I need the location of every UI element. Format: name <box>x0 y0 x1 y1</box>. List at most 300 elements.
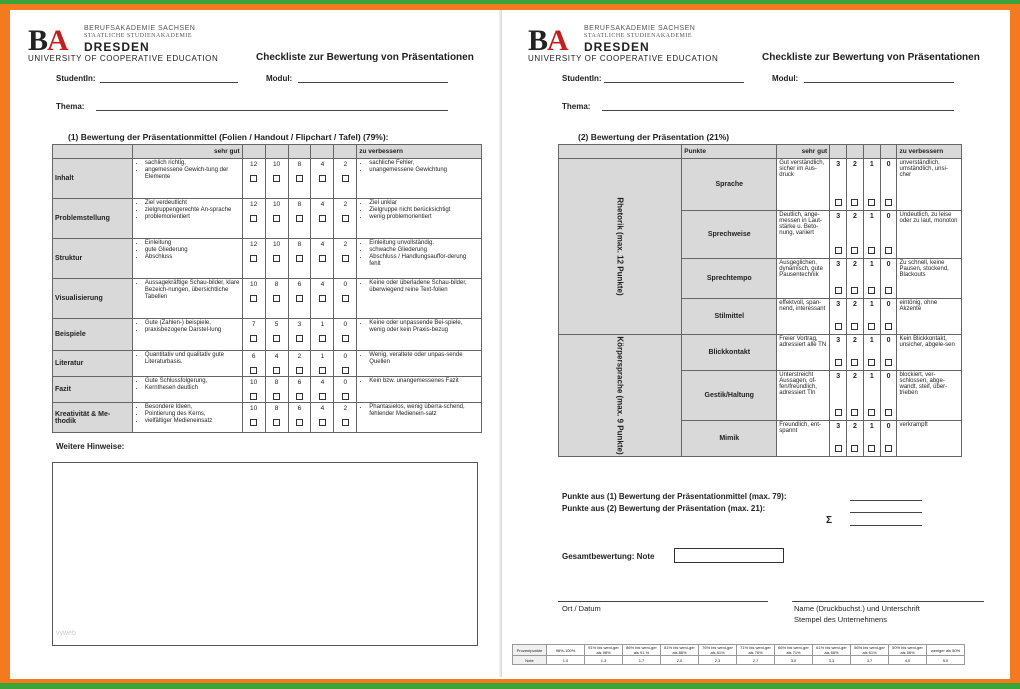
score-checkbox[interactable] <box>342 175 349 182</box>
score-checkbox[interactable] <box>273 255 280 262</box>
score-cell <box>265 403 288 433</box>
score-cell <box>830 211 847 259</box>
score-value: 3 <box>836 337 841 344</box>
score-checkbox[interactable] <box>835 247 842 254</box>
score-checkbox[interactable] <box>319 393 326 400</box>
bad-item: • sachliche Fehler, <box>369 160 479 167</box>
table-header-row <box>559 145 962 159</box>
good-item: • Gute Schlussfolgerung, <box>145 378 240 385</box>
criterion-label: Beispiele <box>53 319 133 351</box>
good-list <box>135 378 240 392</box>
score-value: 3 <box>836 423 841 430</box>
criterion-good <box>132 403 242 433</box>
score-value: 1 <box>869 213 874 220</box>
criterion-bad <box>357 279 482 319</box>
score-cell <box>311 319 334 351</box>
score-checkbox[interactable] <box>868 445 875 452</box>
score-cell <box>334 159 357 199</box>
score-value: 4 <box>320 281 325 288</box>
scale-cell: 61% bis weni-ger als 66% <box>813 645 851 656</box>
group-label <box>559 335 682 457</box>
score-value: 1 <box>320 321 325 328</box>
score-value: 4 <box>320 405 325 412</box>
score-cell <box>311 279 334 319</box>
scale-cell: 1,3 <box>585 656 623 665</box>
score-value: 6 <box>297 281 302 288</box>
score-cell <box>265 377 288 403</box>
score-checkbox[interactable] <box>885 199 892 206</box>
sum-2-input[interactable] <box>850 512 922 513</box>
signature-label: Name (Druckbuchst.) und Unterschrift <box>794 604 920 613</box>
score-value: 8 <box>297 161 302 168</box>
thema-label: Thema: <box>56 102 85 111</box>
score-checkbox[interactable] <box>342 295 349 302</box>
bad-item: • Abschluss / Handlungsauffor-derung fehlt <box>369 254 479 268</box>
modul-input[interactable] <box>804 82 954 83</box>
score-checkbox[interactable] <box>273 295 280 302</box>
sum-1-input[interactable] <box>850 500 922 501</box>
score-value: 2 <box>343 405 348 412</box>
score-checkbox[interactable] <box>319 255 326 262</box>
score-checkbox[interactable] <box>319 295 326 302</box>
score-value: 0 <box>886 301 891 308</box>
head-improve: zu verbessern <box>357 145 482 159</box>
criterion-good <box>132 377 242 403</box>
score-cell <box>311 199 334 239</box>
score-checkbox[interactable] <box>851 409 858 416</box>
score-checkbox[interactable] <box>885 409 892 416</box>
score-cell <box>880 299 897 335</box>
scale-cell: 81% bis weni-ger als 86% <box>661 645 699 656</box>
score-checkbox[interactable] <box>273 335 280 342</box>
score-value: 2 <box>343 161 348 168</box>
score-value: 2 <box>343 241 348 248</box>
score-cell <box>288 199 311 239</box>
score-checkbox[interactable] <box>835 409 842 416</box>
presentation-media-table <box>52 144 482 433</box>
score-checkbox[interactable] <box>342 335 349 342</box>
criterion-label: Sprache <box>682 159 777 211</box>
section-1-title: (1) Bewertung der Präsentationmittel (Folien / Handout / Flipchart / Tafel) (79%): <box>68 132 389 142</box>
bad-item: • wenig problemorientiert <box>369 214 479 221</box>
score-value: 2 <box>853 301 857 308</box>
logo-line-2: STAATLICHE STUDIENAKADEMIE <box>84 33 193 39</box>
score-checkbox[interactable] <box>885 323 892 330</box>
score-checkbox[interactable] <box>250 419 257 426</box>
score-cell <box>311 159 334 199</box>
score-checkbox[interactable] <box>835 359 842 366</box>
bad-list <box>359 240 479 268</box>
score-value: 10 <box>250 405 258 412</box>
bad-list <box>359 280 479 294</box>
score-checkbox[interactable] <box>868 247 875 254</box>
scale-cell: 2,0 <box>661 656 699 665</box>
criterion-good: effektvoll, span-nend, interessant <box>777 299 830 335</box>
sum-total-input[interactable] <box>850 525 922 526</box>
score-cell <box>847 421 864 457</box>
score-checkbox[interactable] <box>250 335 257 342</box>
score-cell <box>880 259 897 299</box>
table-row <box>53 279 482 319</box>
score-value: 0 <box>886 337 891 344</box>
criterion-bad <box>357 351 482 377</box>
scale-cell: 5,0 <box>927 656 965 665</box>
score-checkbox[interactable] <box>835 323 842 330</box>
score-cell <box>242 377 265 403</box>
bad-item: • Einleitung unvollständig. <box>369 240 479 247</box>
score-cell <box>863 335 880 371</box>
score-value: 3 <box>297 321 302 328</box>
good-item: • Quantitativ und qualitativ gute Literaturbasis. <box>145 352 240 366</box>
scale-row <box>513 656 965 665</box>
good-item: • Gute (Zahlen-) beispiele, <box>145 320 240 327</box>
bad-list <box>359 160 479 174</box>
thema-label: Thema: <box>562 102 591 111</box>
criterion-label: Visualisierung <box>53 279 133 319</box>
score-checkbox[interactable] <box>319 367 326 374</box>
criterion-bad: Kein Blickkontakt, unsicher, abgele-sen <box>897 335 962 371</box>
sum-line-2: Punkte aus (2) Bewertung der Präsentation (max. 21): <box>562 504 766 513</box>
score-value: 3 <box>836 213 841 220</box>
score-cell <box>847 335 864 371</box>
stamp-label: Stempel des Unternehmens <box>794 615 887 624</box>
good-item: • Kernthesen deutlich <box>145 385 240 392</box>
criterion-good: Freier Vortrag, adressiert alle TN <box>777 335 830 371</box>
score-checkbox[interactable] <box>319 335 326 342</box>
score-cell <box>242 159 265 199</box>
criterion-good: Gut verständlich, sicher im Aus-druck <box>777 159 830 211</box>
score-value: 8 <box>297 241 302 248</box>
score-value: 2 <box>853 213 857 220</box>
good-item: • Besondere Ideen, <box>145 404 240 411</box>
score-cell <box>334 199 357 239</box>
scale-cell: 50% bis weni-ger als 56% <box>889 645 927 656</box>
bad-list <box>359 352 479 366</box>
score-value: 2 <box>853 337 857 344</box>
logo-ba-text: BA <box>528 24 568 57</box>
score-checkbox[interactable] <box>835 445 842 452</box>
watermark-text: vyweb <box>56 630 76 637</box>
logo-city: DRESDEN <box>84 40 150 54</box>
scale-cell: 98%-100% <box>547 645 585 656</box>
criterion-bad <box>357 199 482 239</box>
good-item: • angemessene Gewich-tung der Elemente <box>145 167 240 181</box>
score-checkbox[interactable] <box>296 419 303 426</box>
score-value: 12 <box>250 161 258 168</box>
score-checkbox[interactable] <box>851 323 858 330</box>
score-checkbox[interactable] <box>250 367 257 374</box>
score-checkbox[interactable] <box>250 175 257 182</box>
good-item: • Ziel verdeutlicht <box>145 200 240 207</box>
score-checkbox[interactable] <box>250 215 257 222</box>
signature-line[interactable] <box>792 601 984 602</box>
scale-cell: 1,7 <box>623 656 661 665</box>
score-value: 7 <box>251 321 256 328</box>
score-value: 0 <box>886 213 891 220</box>
bad-item: • Wenig, veraltete oder unpas-sende Quellen <box>369 352 479 366</box>
score-cell <box>265 351 288 377</box>
score-value: 0 <box>886 423 891 430</box>
scale-row <box>513 645 965 656</box>
criterion-bad: blockiert, ver-schlossen, abge-wandt, steif, über-trieben <box>897 371 962 421</box>
score-checkbox[interactable] <box>868 287 875 294</box>
criterion-label: Sprechtempo <box>682 259 777 299</box>
score-checkbox[interactable] <box>885 247 892 254</box>
table-header-row <box>53 145 482 159</box>
criterion-label: Inhalt <box>53 159 133 199</box>
scale-cell: 91% bis weni-ger als 98% <box>585 645 623 656</box>
student-input[interactable] <box>100 82 238 83</box>
score-checkbox[interactable] <box>319 419 326 426</box>
score-cell <box>880 159 897 211</box>
score-value: 4 <box>320 161 325 168</box>
score-cell <box>830 371 847 421</box>
score-cell <box>288 377 311 403</box>
score-cell <box>242 319 265 351</box>
score-checkbox[interactable] <box>851 287 858 294</box>
score-checkbox[interactable] <box>296 175 303 182</box>
score-value: 10 <box>250 379 258 386</box>
logo-ba-text: BA <box>28 24 68 57</box>
thema-input[interactable] <box>602 110 954 111</box>
logo-line-1: BERUFSAKADEMIE SACHSEN <box>84 25 196 32</box>
good-item: • Abschluss <box>145 254 240 261</box>
good-list <box>135 320 240 334</box>
bad-item: • Kein bzw. unangemessenes Fazit <box>369 378 479 385</box>
score-checkbox[interactable] <box>296 255 303 262</box>
score-checkbox[interactable] <box>342 215 349 222</box>
score-value: 8 <box>274 405 279 412</box>
score-checkbox[interactable] <box>296 215 303 222</box>
criterion-label: Literatur <box>53 351 133 377</box>
bad-list <box>359 200 479 221</box>
score-cell <box>334 403 357 433</box>
logo-city: DRESDEN <box>584 40 650 54</box>
student-label: StudentIn: <box>56 74 96 83</box>
score-checkbox[interactable] <box>296 393 303 400</box>
criterion-bad <box>357 159 482 199</box>
student-input[interactable] <box>604 82 744 83</box>
score-checkbox[interactable] <box>250 393 257 400</box>
score-value: 2 <box>343 201 348 208</box>
score-checkbox[interactable] <box>885 359 892 366</box>
score-value: 0 <box>343 321 348 328</box>
sigma-symbol: Σ <box>826 515 833 526</box>
score-value: 5 <box>274 321 279 328</box>
scale-cell: 76% bis weni-ger als 81% <box>699 645 737 656</box>
score-cell <box>265 319 288 351</box>
good-item: • zielgruppengerechte An-sprache <box>145 207 240 214</box>
score-cell <box>265 239 288 279</box>
score-checkbox[interactable] <box>851 359 858 366</box>
logo-line-1: BERUFSAKADEMIE SACHSEN <box>584 25 696 32</box>
criterion-bad <box>357 239 482 279</box>
score-cell <box>311 351 334 377</box>
table-row <box>559 159 962 211</box>
logo-line-2: STAATLICHE STUDIENAKADEMIE <box>584 33 693 39</box>
criterion-bad: Undeutlich, zu leise oder zu laut, monoton <box>897 211 962 259</box>
score-checkbox[interactable] <box>273 175 280 182</box>
score-checkbox[interactable] <box>835 199 842 206</box>
score-value: 0 <box>343 379 348 386</box>
thema-input[interactable] <box>96 110 448 111</box>
scale-cell: 66% bis weni-ger als 71% <box>775 645 813 656</box>
score-cell <box>265 199 288 239</box>
score-checkbox[interactable] <box>342 367 349 374</box>
score-cell <box>288 159 311 199</box>
score-checkbox[interactable] <box>250 255 257 262</box>
score-checkbox[interactable] <box>835 287 842 294</box>
score-value: 4 <box>274 353 279 360</box>
score-cell <box>242 239 265 279</box>
score-cell <box>830 159 847 211</box>
group-label-text: Rhetorik (max. 12 Punkte) <box>615 197 625 296</box>
good-list <box>135 352 240 366</box>
score-checkbox[interactable] <box>851 247 858 254</box>
score-cell <box>288 319 311 351</box>
score-checkbox[interactable] <box>319 175 326 182</box>
score-checkbox[interactable] <box>868 409 875 416</box>
table-row <box>53 351 482 377</box>
score-checkbox[interactable] <box>851 445 858 452</box>
table-row <box>53 403 482 433</box>
ba-logo <box>528 24 728 74</box>
grade-input[interactable] <box>674 548 784 563</box>
score-cell <box>880 421 897 457</box>
score-cell <box>847 211 864 259</box>
page-title: Checkliste zur Bewertung von Präsentationen <box>762 52 980 63</box>
score-checkbox[interactable] <box>273 419 280 426</box>
score-checkbox[interactable] <box>296 295 303 302</box>
presentation-table <box>558 144 962 457</box>
score-checkbox[interactable] <box>885 445 892 452</box>
good-item: • problemorientiert <box>145 214 240 221</box>
table-row <box>53 199 482 239</box>
score-value: 2 <box>853 373 857 380</box>
bad-item: • Keine oder unpassende Bei-spiele, wenig oder kein Praxis-bezug <box>369 320 479 334</box>
score-value: 4 <box>320 201 325 208</box>
good-list <box>135 240 240 261</box>
score-value: 3 <box>836 301 841 308</box>
score-checkbox[interactable] <box>885 287 892 294</box>
bad-item: • unangemessene Gewichtung <box>369 167 479 174</box>
score-cell <box>880 211 897 259</box>
group-label-text: Körpersprache (max. 9 Punkte) <box>615 336 625 455</box>
place-date-line[interactable] <box>558 601 768 602</box>
score-cell <box>311 239 334 279</box>
scale-cell: 3,7 <box>851 656 889 665</box>
criterion-bad <box>357 319 482 351</box>
score-cell <box>830 259 847 299</box>
head-good: sehr gut <box>777 145 830 159</box>
score-value: 8 <box>274 281 279 288</box>
score-checkbox[interactable] <box>342 393 349 400</box>
criterion-good <box>132 319 242 351</box>
score-value: 8 <box>274 379 279 386</box>
good-list <box>135 200 240 221</box>
bad-item: • schwache Gliederung <box>369 247 479 254</box>
score-cell <box>880 335 897 371</box>
score-cell <box>847 259 864 299</box>
score-checkbox[interactable] <box>273 367 280 374</box>
total-label: Gesamtbewertung: Note <box>562 552 655 561</box>
score-value: 10 <box>272 201 281 208</box>
score-cell <box>288 351 311 377</box>
score-checkbox[interactable] <box>342 419 349 426</box>
criterion-good <box>132 199 242 239</box>
score-cell <box>334 279 357 319</box>
scale-cell: 4,0 <box>889 656 927 665</box>
bad-list <box>359 320 479 334</box>
score-value: 1 <box>869 373 874 380</box>
criterion-label: Kreativität & Me-thodik <box>53 403 133 433</box>
score-checkbox[interactable] <box>273 393 280 400</box>
score-cell <box>830 335 847 371</box>
hints-textarea[interactable] <box>52 462 478 646</box>
table-row <box>53 159 482 199</box>
scale-cell: 2,7 <box>737 656 775 665</box>
scale-cell: Prozentpunkte <box>513 645 547 656</box>
score-checkbox[interactable] <box>868 199 875 206</box>
table-row <box>559 335 962 371</box>
logo-university: UNIVERSITY OF COOPERATIVE EDUCATION <box>28 54 219 63</box>
score-checkbox[interactable] <box>273 215 280 222</box>
table-row <box>53 319 482 351</box>
ba-logo <box>28 24 228 74</box>
score-cell <box>863 299 880 335</box>
modul-input[interactable] <box>298 82 448 83</box>
score-value: 0 <box>886 373 891 380</box>
score-cell <box>288 279 311 319</box>
score-value: 0 <box>343 281 348 288</box>
score-value: 8 <box>297 201 302 208</box>
score-checkbox[interactable] <box>250 295 257 302</box>
good-list <box>135 160 240 181</box>
score-cell <box>863 211 880 259</box>
score-value: 12 <box>250 241 258 248</box>
score-cell <box>265 159 288 199</box>
criterion-good: Ausgeglichen, dynamisch, gute Pausentechnik <box>777 259 830 299</box>
score-checkbox[interactable] <box>342 255 349 262</box>
good-item: • vielfältiger Medieneinsatz <box>145 418 240 425</box>
criterion-good <box>132 351 242 377</box>
good-item: • gute Gliederung <box>145 247 240 254</box>
score-value: 1 <box>869 261 874 268</box>
criterion-label: Mimik <box>682 421 777 457</box>
checklist-page-1 <box>12 10 502 677</box>
score-cell <box>311 377 334 403</box>
score-value: 2 <box>297 353 302 360</box>
score-checkbox[interactable] <box>296 335 303 342</box>
score-checkbox[interactable] <box>851 199 858 206</box>
criterion-good: Freundlich, ent-spannt <box>777 421 830 457</box>
score-cell <box>863 371 880 421</box>
good-item: • Einleitung <box>145 240 240 247</box>
score-value: 3 <box>836 261 841 268</box>
score-cell <box>242 351 265 377</box>
score-cell <box>311 403 334 433</box>
score-value: 3 <box>836 161 841 168</box>
good-item: • Pointierung des Kerns, <box>145 411 240 418</box>
score-checkbox[interactable] <box>868 359 875 366</box>
score-checkbox[interactable] <box>319 215 326 222</box>
score-checkbox[interactable] <box>296 367 303 374</box>
score-value: 0 <box>886 161 891 168</box>
good-item: • Aussagekräftige Schau-bilder, klare Bezeich-nungen, übersichtliche Tabellen <box>145 280 240 301</box>
score-checkbox[interactable] <box>868 323 875 330</box>
head-points: Punkte <box>682 145 777 159</box>
scale-cell: 86% bis weni-ger als 91 % <box>623 645 661 656</box>
